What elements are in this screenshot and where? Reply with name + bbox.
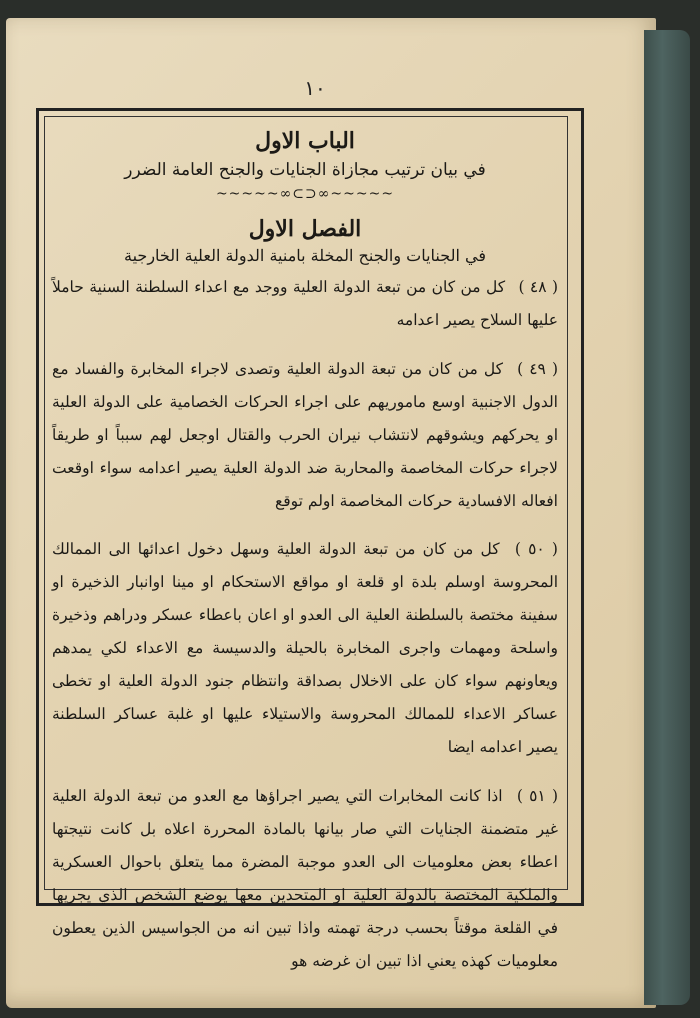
article-text: كل من كان من تبعة الدولة العلية ووجد مع اعداء السلطنة السنية حاملاً عليها السلاح يصير اعدامه — [52, 278, 558, 329]
article-text: كل من كان من تبعة الدولة العلية وتصدى لاجراء المخابرة والفساد مع الدول الاجنبية اوسع ماموريهم على اجراء الحركات الخصامية على الدولة العلية او يحركهم ويشوقهم لانتشاب نيران الحرب والقتال اوجعل لهم سبباً او طريقاً لاجراء حركات المخاصمة والمحاربة ضد الدولة العلية يصير اعدامه سواء اوقعت افعاله الافسادية حركات المخاصمة اولم توقع — [52, 359, 558, 510]
book-spine — [644, 30, 690, 1005]
chapter-subtitle: في بيان ترتيب مجازاة الجنايات والجنح العامة الضرر — [124, 160, 486, 180]
article-49 — [52, 353, 558, 518]
article-number: ( ٥٠ ) — [514, 540, 558, 558]
chapter-title: الباب الاول — [255, 128, 355, 154]
section-subtitle: في الجنايات والجنح المخلة بامنية الدولة العلية الخارجية — [124, 246, 486, 265]
article-text: اذا كانت المخابرات التي يصير اجراؤها مع العدو من تبعة الدولة العلية غير متضمنة الجنايات التي صار بيانها بالمادة المحررة اعلاه بل كانت نتيجتها اعطاء بعض معلوميات الى العدو موجبة المضرة مما يتعلق باحوال العسكرية والملكية المختصة بالدولة العلية او المتحدين معها يوضع الشخص الذي يجريها في القلعة موقتاً بحسب درجة تهمته واذا تبين انه من الجواسيس الذين يعطون معلوميات كهذه يعني اذا تبين ان غرضه هو — [52, 786, 558, 970]
article-48 — [52, 271, 558, 337]
section-title: الفصل الاول — [248, 216, 362, 242]
article-number: ( ٤٨ ) — [518, 278, 558, 296]
article-text: كل من كان من تبعة الدولة العلية وسهل دخول اعدائها الى الممالك المحروسة اوسلم بلدة او قلعة او مواقع الاستحكام او مينا اوانبار الذخيرة او سفينة مختصة بالسلطنة العلية الى العدو او اعان باعطاء عسكر ودراهم وذخيرة واسلحة ومهمات واجرى المخابرة بالحيلة والدسيسة مع الاعداء لكي يمدهم ويعاونهم سواء كان على الاخلال بصداقة وانتظام جنود الدولة العلية او تخطى عساكر الاعداء للممالك المحروسة والاستيلاء عليها او غلبة عساكر السلطنة يصير اعدامه ايضا — [52, 540, 558, 756]
page-number: ١٠ — [304, 76, 326, 100]
page-content — [52, 120, 558, 970]
article-number: ( ٥١ ) — [516, 786, 558, 805]
ornament-divider: ~~~~~∞⊂⊃∞~~~~~ — [215, 186, 395, 202]
article-number: ( ٤٩ ) — [517, 359, 558, 378]
article-50 — [52, 533, 558, 764]
article-51 — [52, 780, 558, 978]
